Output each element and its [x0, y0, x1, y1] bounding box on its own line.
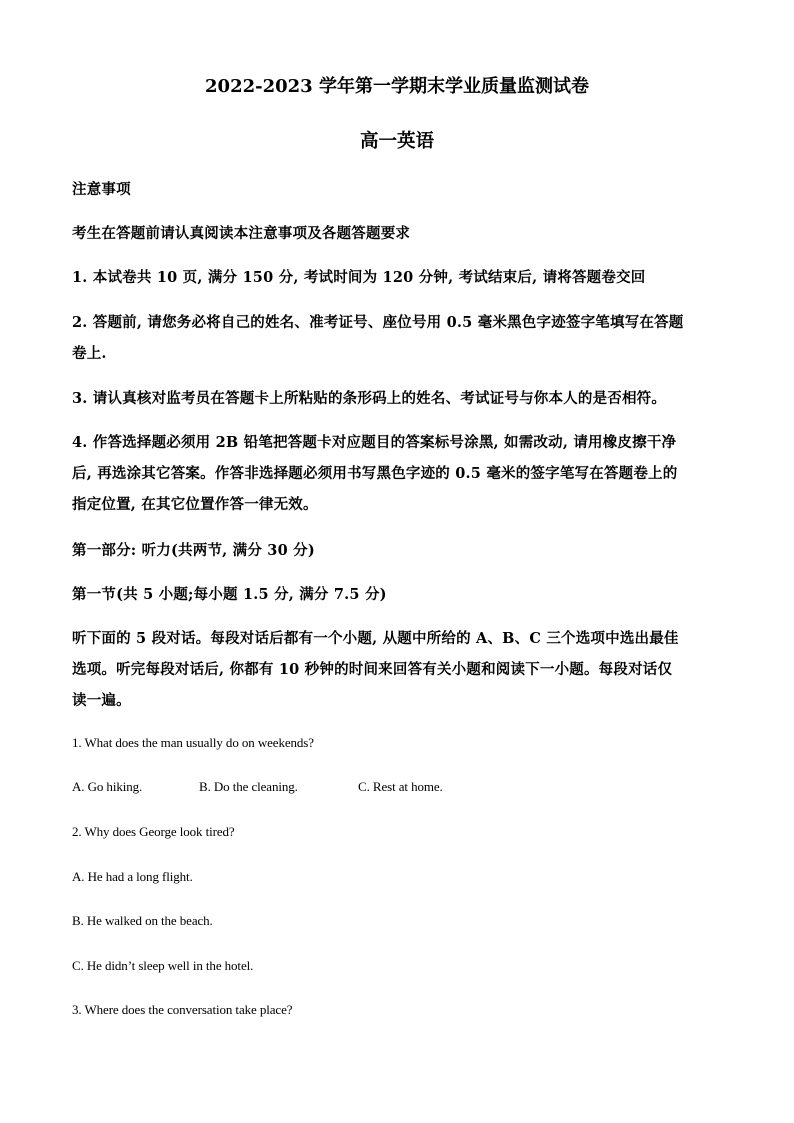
question-3-stem: 3. Where does the conversation take place? — [72, 1002, 293, 1017]
question-2-option-b: B. He walked on the beach. — [72, 913, 213, 928]
section-heading: 第一节(共 5 小题;每小题 1.5 分, 满分 7.5 分) — [72, 586, 387, 603]
question-1-stem: 1. What does the man usually do on weekends? — [72, 735, 314, 750]
notice-item-2-line-1: 2. 答题前, 请您务必将自己的姓名、准考证号、座位号用 0.5 毫米黑色字迹签字笔填写在答题 — [72, 314, 684, 331]
notice-item-4-line-3: 指定位置, 在其它位置作答一律无效。 — [72, 496, 318, 513]
instructions-line-1: 听下面的 5 段对话。每段对话后都有一个小题, 从题中所给的 A、B、C 三个选项中选出最佳 — [72, 630, 679, 647]
notice-heading: 注意事项 — [72, 181, 131, 198]
question-2-option-a: A. He had a long flight. — [72, 869, 193, 884]
exam-title: 2022-2023 学年第一学期末学业质量监测试卷 — [205, 76, 589, 97]
part-heading: 第一部分: 听力(共两节, 满分 30 分) — [72, 542, 315, 559]
notice-intro: 考生在答题前请认真阅读本注意事项及各题答题要求 — [72, 225, 411, 242]
question-1-option-c: C. Rest at home. — [358, 779, 443, 794]
question-2-stem: 2. Why does George look tired? — [72, 824, 235, 839]
question-1-option-a: A. Go hiking. — [72, 779, 143, 794]
notice-item-4-line-2: 后, 再选涂其它答案。作答非选择题必须用书写黑色字迹的 0.5 毫米的签字笔写在答题卷上的 — [72, 465, 678, 482]
notice-item-4-line-1: 4. 作答选择题必须用 2B 铅笔把答题卡对应题目的答案标号涂黑, 如需改动, 请用橡皮擦干净 — [72, 434, 677, 451]
question-1-option-b: B. Do the cleaning. — [199, 779, 298, 794]
notice-item-1: 1. 本试卷共 10 页, 满分 150 分, 考试时间为 120 分钟, 考试结束后, 请将答题卷交回 — [72, 269, 646, 286]
exam-subtitle: 高一英语 — [359, 131, 434, 152]
instructions-line-3: 读一遍。 — [72, 692, 131, 709]
notice-item-2-line-2: 卷上. — [72, 345, 107, 362]
instructions-line-2: 选项。听完每段对话后, 你都有 10 秒钟的时间来回答有关小题和阅读下一小题。每段对话仅 — [72, 661, 673, 678]
question-2-option-c: C. He didn’t sleep well in the hotel. — [72, 958, 254, 973]
notice-item-3: 3. 请认真核对监考员在答题卡上所粘贴的条形码上的姓名、考试证号与你本人的是否相符。 — [72, 390, 667, 407]
